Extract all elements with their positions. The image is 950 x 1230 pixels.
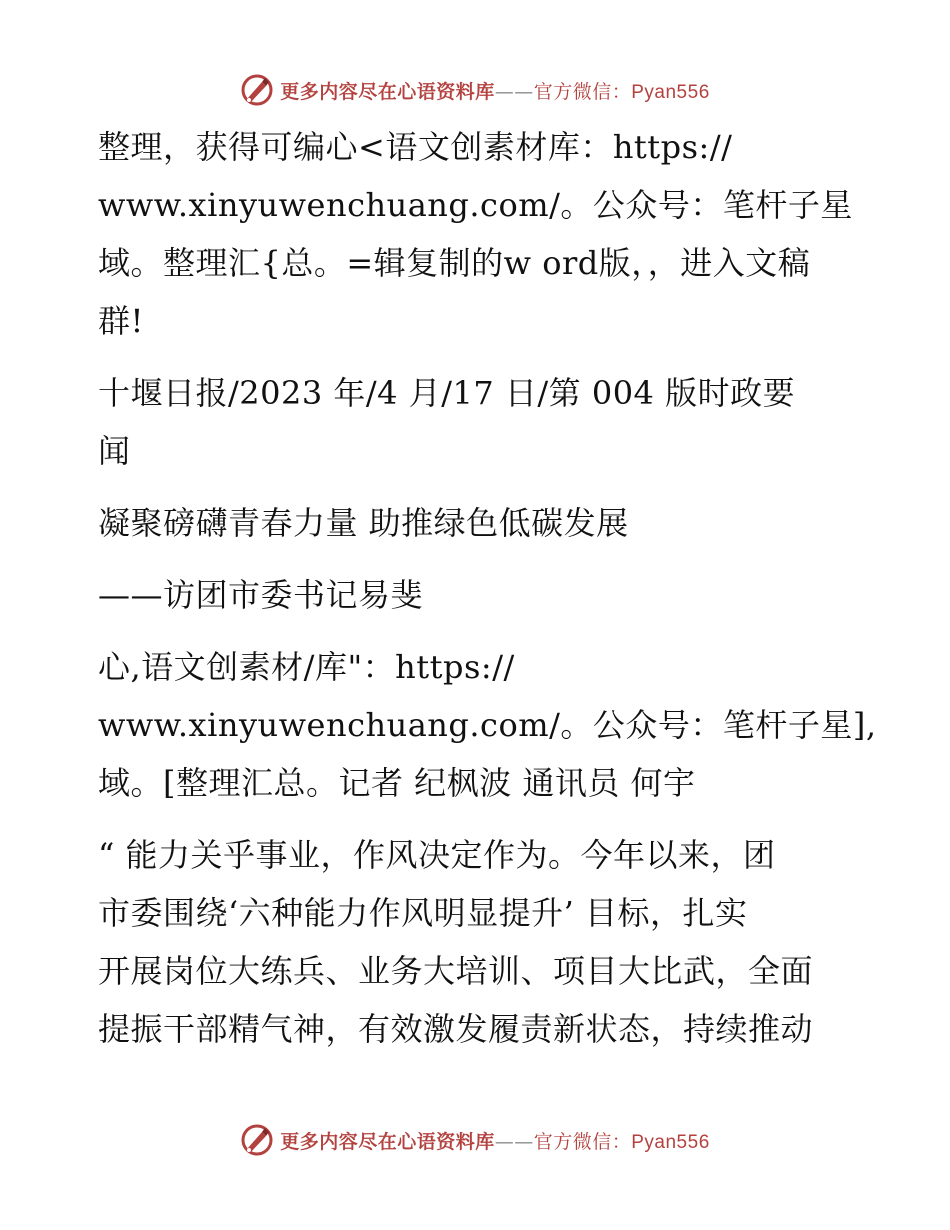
banner-label: 官方微信： <box>533 80 632 103</box>
text-line: 开展岗位大练兵、业务大培训、项目大比武，全面 <box>98 952 814 990</box>
text-line: 心,语文创素材/库"：https:// <box>98 648 515 686</box>
banner-dash: —— <box>494 80 534 103</box>
banner-main-text: 更多内容尽在心语资料库 <box>280 1130 495 1153</box>
text-line: www.xinyuwenchuang.com/。公众号：笔杆子星 <box>98 186 853 224</box>
footer-banner <box>0 1122 950 1158</box>
article-subheadline: ——访团市委书记易斐 <box>98 576 424 614</box>
text-line: 域。整理汇{总。=辑复制的w ord版，，进入文稿 <box>98 244 811 282</box>
pen-logo-icon <box>240 1123 274 1157</box>
text-line: 群! <box>98 302 144 340</box>
text-line: “ 能力关乎事业，作风决定作为。今年以来，团 <box>98 836 776 874</box>
text-line: www.xinyuwenchuang.com/。公众号：笔杆子星], <box>98 706 877 744</box>
text-line: 十堰日报/2023 年/4 月/17 日/第 004 版时政要 <box>98 374 796 412</box>
text-line: 提振干部精气神，有效激发履责新状态，持续推动 <box>98 1010 814 1048</box>
pen-logo-icon <box>240 73 274 107</box>
banner-wechat-id: Pyan556 <box>631 1131 710 1153</box>
text-line: 闻 <box>98 432 131 470</box>
banner-dash: —— <box>494 1130 534 1153</box>
banner-text <box>280 1127 710 1154</box>
paragraph-main <box>98 826 858 1058</box>
header-banner <box>0 72 950 108</box>
source-line <box>98 364 858 480</box>
article-headline: 凝聚磅礴青春力量 助推绿色低碳发展 <box>98 504 629 542</box>
paragraph-byline <box>98 638 877 812</box>
text-line: 域。[整理汇总。记者 纪枫波 通讯员 何宇 <box>98 764 696 802</box>
text-line: 整理，获得可编心<语文创素材库：https:// <box>98 128 733 166</box>
banner-main-text: 更多内容尽在心语资料库 <box>280 80 495 103</box>
paragraph-intro <box>98 118 858 350</box>
text-line: 市委围绕‘六种能力作风明显提升’ 目标，扎实 <box>98 894 748 932</box>
banner-text <box>280 77 710 104</box>
document-body <box>98 118 877 1058</box>
banner-label: 官方微信： <box>533 1130 632 1153</box>
banner-wechat-id: Pyan556 <box>631 81 710 103</box>
